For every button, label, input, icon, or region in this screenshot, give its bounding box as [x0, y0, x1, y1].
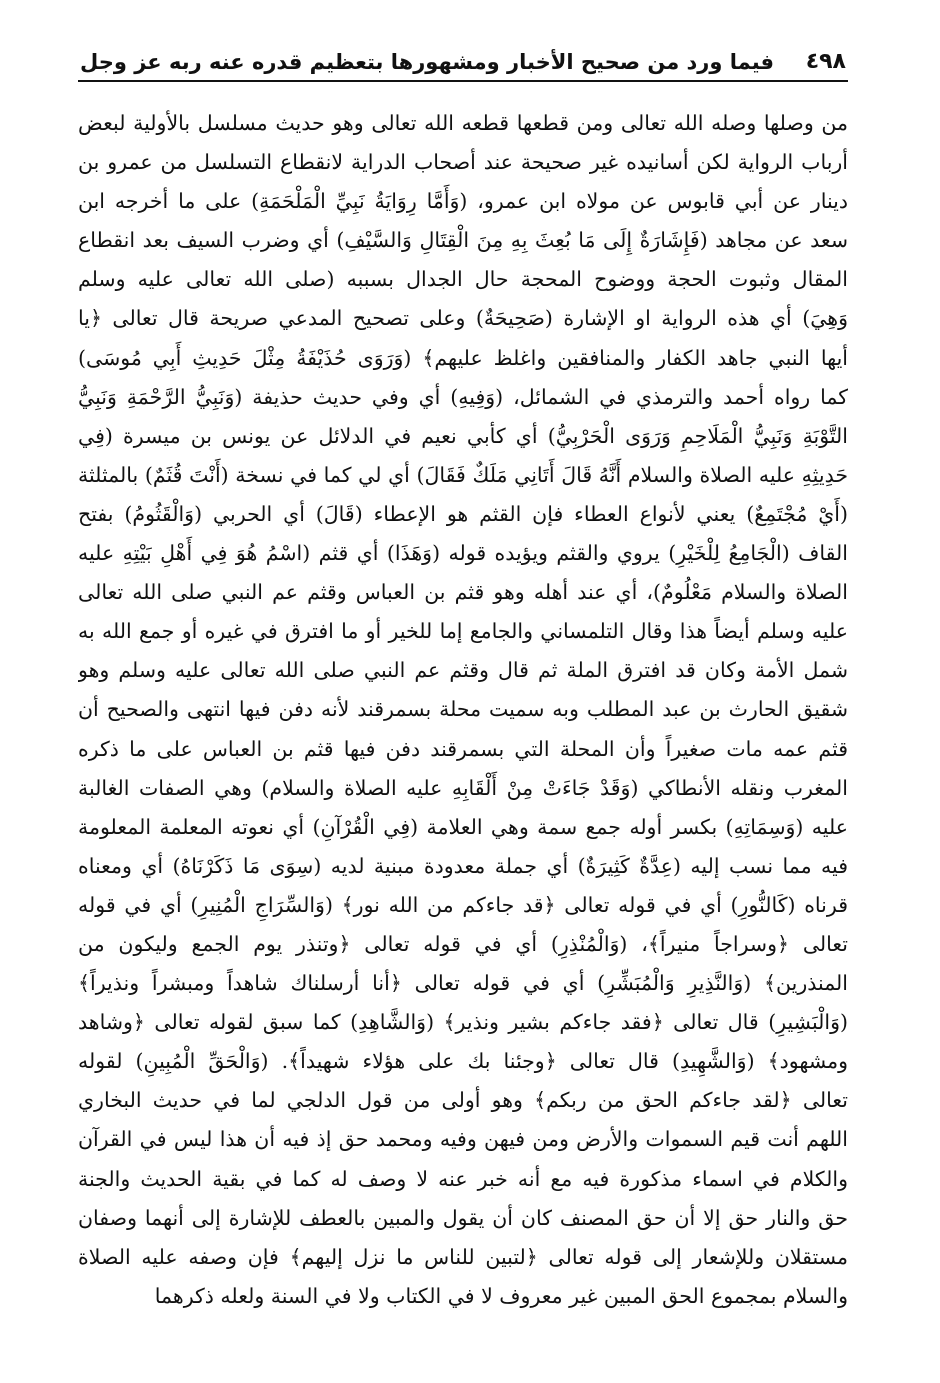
text-line: (أَيْ مُجْتَمِعٌ) يعني لأنواع العطاء فإن القثم هو الإعطاء (قَالَ) أي الحربي (وَالْقَثُومُ) بفتح: [78, 501, 848, 526]
text-line: والكلام في اسماء مذكورة فيه مع أنه خبر عنه لا وصف له كما في بقية الحديث والجنة: [78, 1166, 848, 1191]
text-line: وَهِيَ) أي هذه الرواية او الإشارة (صَحِيحَةٌ) وعلى تصحيح المدعي صريحة قال تعالى ﴿يا: [78, 306, 848, 331]
text-line: فيه مما نسب إليه (عِدَّةٌ كَثِيرَةٌ) أي جملة معدودة مبنية لديه (سِوَى مَا ذَكَرْنَاهُ) أي ومعناه: [78, 853, 848, 878]
page-number: ٤٩٨: [805, 49, 846, 74]
text-line: اللهم أنت قيم السموات والأرض ومن فيهن وفيه ومحمد حق إذ فيه أن هذا ليس في القرآن: [78, 1127, 848, 1152]
text-line: عليه وسلم أيضاً هذا وقال التلمساني والجامع إما للخير أو ما افترق في غيره أو جمع الله به: [78, 619, 848, 644]
text-line: شمل الأمة وكان قد افترق الملة ثم قال وقثم عم النبي صلى الله تعالى عليه وسلم وهو: [78, 658, 848, 683]
book-page: [78, 32, 848, 1362]
text-line: من وصلها وصله الله تعالى ومن قطعها قطعه الله تعالى وهو حديث مسلسل بالأولية لبعض: [78, 111, 848, 135]
page-header: [78, 32, 848, 82]
text-line: المنذرين﴾ (وَالنَّذِيرِ وَالْمُبَشِّرِ) أي في قوله تعالى ﴿أنا أرسلناك شاهداً ومبشراً ونذيراً﴾: [78, 971, 848, 996]
text-line: ومشهود﴾ (وَالشَّهِيدِ) قال تعالى ﴿وجئنا بك على هؤلاء شهيداً﴾. (وَالْحَقِّ الْمُبِينِ) لقوله: [78, 1049, 848, 1074]
text-line: التَّوْبَةِ وَنَبِيُّ الْمَلَاحِمِ وَرَوَى الْحَرْبِيُّ) أي كأبي نعيم في الدلائل عن يونس بن ميسرة (فِي: [78, 423, 848, 448]
text-line: سعد عن مجاهد (فَإِشَارَةٌ إِلَى مَا بُعِثَ بِهِ مِنَ الْقِتَالِ وَالسَّيْفِ) أي وضرب السيف بعد انقطاع: [78, 228, 848, 253]
text-line: والسلام بمجموع الحق المبين غير معروف لا في الكتاب ولا في السنة ولعله ذكرهما: [154, 1283, 848, 1308]
body-text: [78, 104, 848, 1316]
text-line: (وَالْبَشِيرِ) قال تعالى ﴿فقد جاءكم بشير ونذير﴾ (وَالشَّاهِدِ) كما سبق لقوله تعالى ﴿وشاهد: [78, 1010, 848, 1035]
text-line: تعالى ﴿لقد جاءكم الحق من ربكم﴾ وهو أولى من قول الدلجي لما في حديث البخاري: [78, 1088, 848, 1113]
text-line: دينار عن أبي قابوس عن مولاه ابن عمرو، (وَأَمَّا رِوَايَةُ نَبِيِّ الْمَلْحَمَةِ) على ما أخرجه ابن: [78, 189, 848, 214]
text-line: تعالى ﴿وسراجاً منيراً﴾، (وَالْمُنْذِرِ) أي في قوله تعالى ﴿وتنذر يوم الجمع وليكون من: [78, 931, 848, 956]
text-line: كما رواه أحمد والترمذي في الشمائل، (وَفِيهِ) أي وفي حديث حذيفة (وَنَبِيُّ الرَّحْمَةِ وَنَبِيُّ: [78, 384, 848, 409]
text-line: حَدِيثِهِ عليه الصلاة والسلام أَنَّهُ قَالَ أَتَانِي مَلَكٌ فَقَالَ) أي لي كما في نسخة (أَنْتَ قُثَمٌ) بالمثلثة: [78, 462, 848, 487]
text-line: حق والنار حق إلا أن حق المصنف كان أن يقول والمبين بالعطف للإشارة إلى أنهما وصفان: [78, 1205, 848, 1230]
text-line: أيها النبي جاهد الكفار والمنافقين واغلظ عليهم﴾ (وَرَوَى حُذَيْفَةُ مِثْلَ حَدِيثِ أَبِي مُوسَى): [78, 345, 848, 370]
text-line: الصلاة والسلام مَعْلُومٌ)، أي عند أهله وهو قثم بن العباس وقثم عم النبي صلى الله تعالى: [78, 580, 848, 605]
text-line: القاف (الْجَامِعُ لِلْخَيْرِ) يروي والقثم ويؤيده قوله (وَهَذَا) أي قثم (اسْمُ هُوَ فِي أَهْلِ بَيْتِهِ عليه: [78, 541, 848, 566]
text-line: المغرب ونقله الأنطاكي (وَقَدْ جَاءَتْ مِنْ أَلْقَابِهِ عليه الصلاة والسلام) وهي الصفات الغالبة: [78, 775, 848, 800]
text-line: المقال وثبوت الحجة ووضوح المحجة حال الجدال بسببه (صلى الله تعالى عليه وسلم: [78, 267, 848, 292]
text-line: قثم عمه مات صغيراً وأن المحلة التي بسمرقند دفن فيها قثم بن العباس على ما ذكره: [78, 736, 848, 761]
text-line: قرناه (كَالنُّورِ) أي في قوله تعالى ﴿قد جاءكم من الله نور﴾ (وَالسِّرَاجِ الْمُنِيرِ) أي في قوله: [78, 892, 848, 917]
text-line: أرباب الرواية لكن أسانيده غير صحيحة عند أصحاب الدراية لانقطاع التسلسل من عمرو بن: [78, 150, 848, 175]
text-line: عليه (وَسِمَاتِهِ) بكسر أوله جمع سمة وهي العلامة (فِي الْقُرْآنِ) أي نعوته المعلمة المعلومة: [78, 814, 848, 839]
text-line: مستقلان وللإشعار إلى قوله تعالى ﴿لتبين للناس ما نزل إليهم﴾ فإن وصفه عليه الصلاة: [78, 1244, 848, 1269]
text-line: شقيق الحارث بن عبد المطلب وبه سميت محلة بسمرقند لأنه دفن فيها انتهى والصحيح أن: [78, 697, 848, 722]
running-title: فيما ورد من صحيح الأخبار ومشهورها بتعظيم قدره عنه ربه عز وجل: [80, 50, 775, 74]
